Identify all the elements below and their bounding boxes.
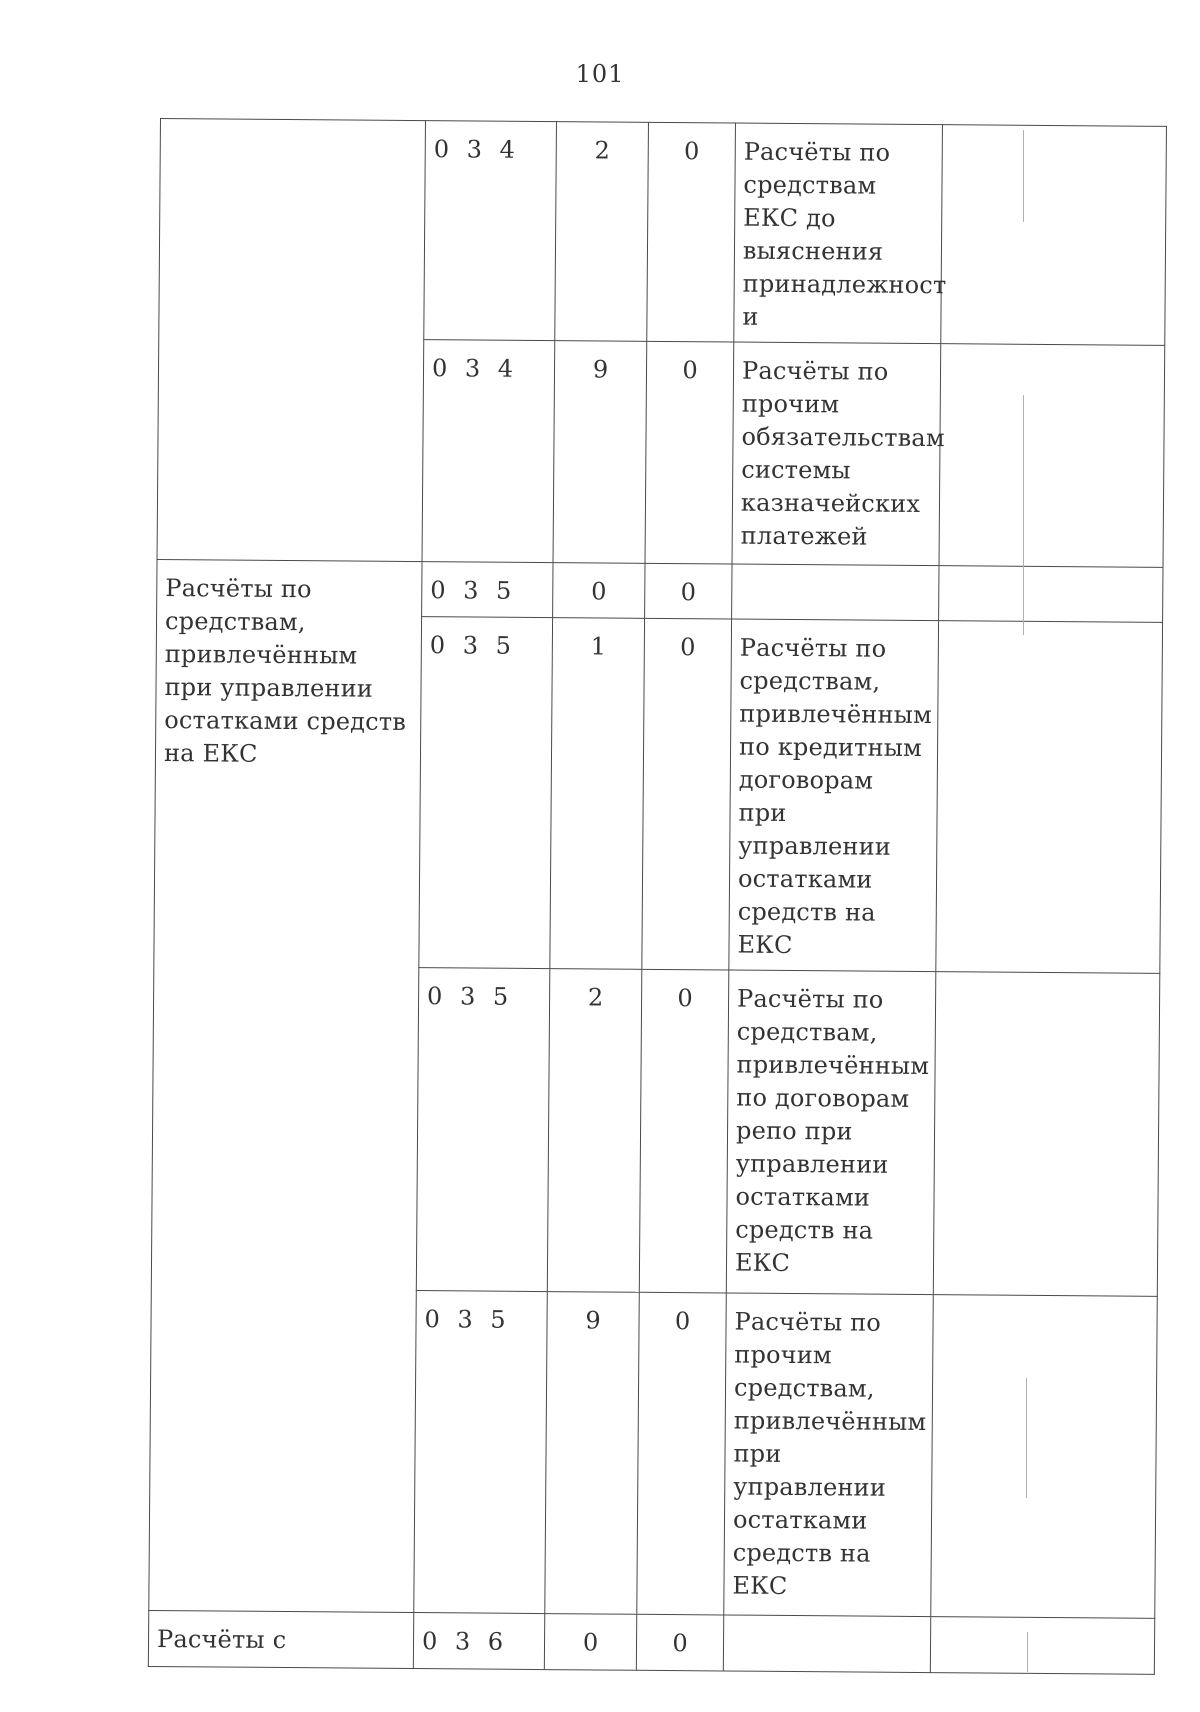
section-title-cell: Расчёты с <box>148 1610 413 1668</box>
account-code-cell: 0 3 5 <box>416 968 550 1292</box>
empty-cell <box>941 125 1167 346</box>
description-cell: Расчёты по средствам, привлечённым по кредитным договорам при управлении остатками средств на ЕКС <box>729 619 939 972</box>
group-code-cell: 0 <box>553 563 645 619</box>
section-title-cell: Расчёты по средствам, привлечённым при управлении остатками средств на ЕКС <box>149 559 422 1612</box>
sub-code-cell: 0 <box>637 1292 727 1615</box>
sub-code-cell: 0 <box>645 563 732 619</box>
empty-cell <box>931 1295 1158 1619</box>
group-code-cell: 2 <box>555 122 649 342</box>
account-code-cell: 0 3 5 <box>414 1291 548 1614</box>
description-cell <box>732 564 939 621</box>
accounts-table <box>148 118 1167 1675</box>
group-code-cell: 1 <box>550 618 645 970</box>
description-cell: Расчёты по средствам ЕКС до выяснения принадлежност и <box>734 123 943 344</box>
empty-cell <box>930 1617 1154 1675</box>
page-number: 101 <box>575 60 625 88</box>
description-cell: Расчёты по прочим средствам, привлечённым при управлении остатками средств на ЕКС <box>724 1293 934 1617</box>
account-code-cell: 0 3 4 <box>424 121 557 341</box>
description-cell: Расчёты по средствам, привлечённым по договорам репо при управлении остатками средств на ЕКС <box>726 970 936 1295</box>
empty-cell <box>933 972 1160 1297</box>
sub-code-cell: 0 <box>642 618 732 970</box>
sub-code-cell: 0 <box>639 969 729 1293</box>
account-code-cell: 0 3 6 <box>413 1613 544 1670</box>
sub-code-cell: 0 <box>636 1614 723 1671</box>
empty-cell <box>936 621 1163 974</box>
section-cell-empty <box>157 119 425 562</box>
group-code-cell: 2 <box>547 969 642 1293</box>
description-cell: Расчёты по прочим обязательствам системы казначейских платежей <box>732 342 941 566</box>
description-cell <box>723 1615 930 1673</box>
group-code-cell: 9 <box>553 341 647 564</box>
table-row <box>148 1610 1154 1674</box>
scan-artifact-line <box>1023 395 1024 635</box>
sub-code-cell: 0 <box>645 341 734 564</box>
group-code-cell: 9 <box>545 1292 640 1615</box>
table-row <box>157 559 1163 622</box>
account-code-cell: 0 3 5 <box>422 562 553 618</box>
account-code-cell: 0 3 5 <box>419 617 553 969</box>
scan-artifact-line <box>1026 1378 1027 1498</box>
scan-artifact-line <box>1027 1632 1028 1672</box>
sub-code-cell: 0 <box>647 122 736 342</box>
empty-cell <box>939 344 1165 568</box>
empty-cell <box>939 566 1163 623</box>
account-code-cell: 0 3 4 <box>422 340 555 563</box>
group-code-cell: 0 <box>544 1614 636 1671</box>
table-row <box>159 119 1167 346</box>
scan-artifact-line <box>1023 130 1024 222</box>
